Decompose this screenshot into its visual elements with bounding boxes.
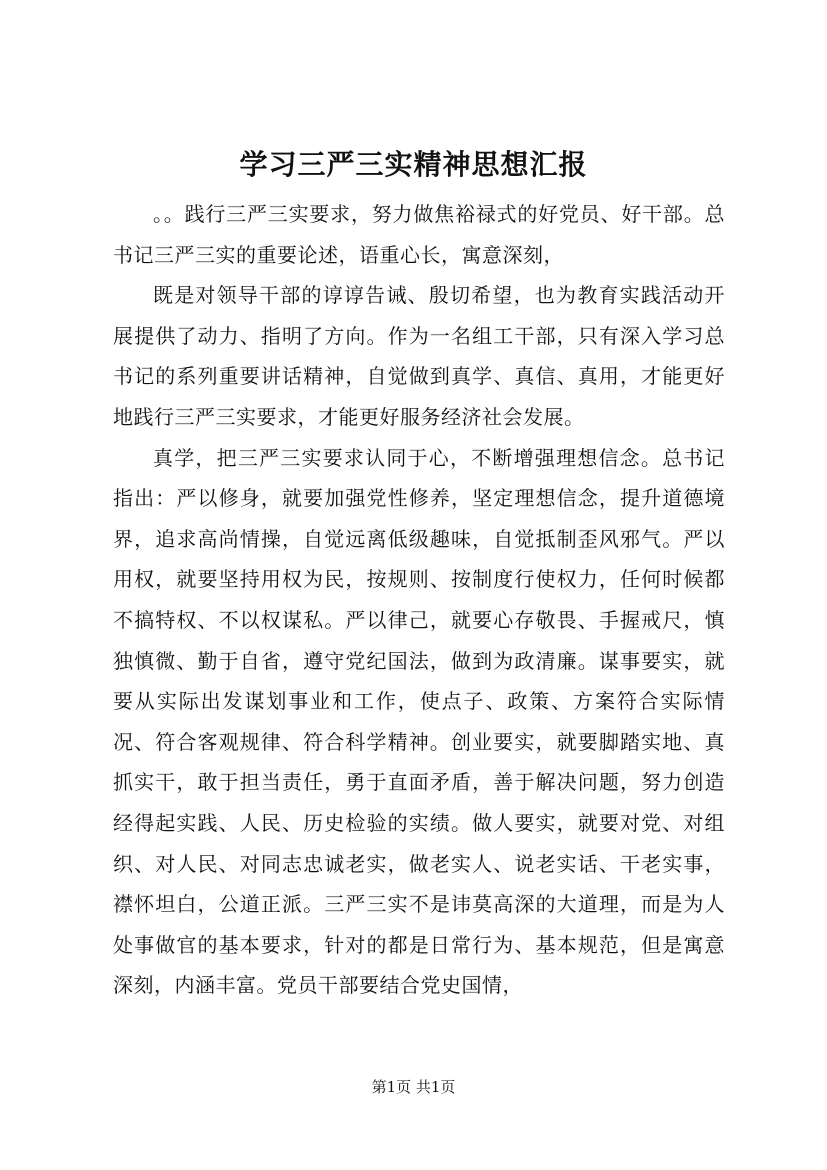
paragraph-1: 。。践行三严三实要求，努力做焦裕禄式的好党员、好干部。总书记三严三实的重要论述，语重心长，寓意深刻， — [113, 202, 725, 267]
paragraph-3: 真学，把三严三实要求认同于心，不断增强理想信念。总书记指出：严以修身，就要加强党性修养，坚定理想信念，提升道德境界，追求高尚情操，自觉远离低级趣味，自觉抵制歪风邪气。严以用权，就要坚持用权为民，按规则、按制度行使权力，任何时候都不搞特权、不以权谋私。严以律己，就要心存敬畏、手握戒尺，慎独慎微、勤于自省，遵守党纪国法，做到为政清廉。谋事要实，就要从实际出发谋划事业和工作，使点子、政策、方案符合实际情况、符合客观规律、符合科学精神。创业要实，就要脚踏实地、真抓实干，敢于担当责任，勇于直面矛盾，善于解决问题，努力创造经得起实践、人民、历史检验的实绩。做人要实，就要对党、对组织、对人民、对同志忠诚老实，做老实人、说老实话、干老实事，襟怀坦白，公道正派。三严三实不是讳莫高深的大道理，而是为人处事做官的基本要求，针对的都是日常行为、基本规范，但是寓意深刻，内涵丰富。党员干部要结合党史国情， — [113, 445, 725, 998]
document-body — [113, 194, 725, 1006]
paragraph-2: 既是对领导干部的谆谆告诫、殷切希望，也为教育实践活动开展提供了动力、指明了方向。作为一名组工干部，只有深入学习总书记的系列重要讲话精神，自觉做到真学、真信、真用，才能更好地践行三严三实要求，才能更好服务经济社会发展。 — [113, 283, 725, 429]
page-footer: 第1页 共1页 — [371, 1078, 456, 1096]
document-title: 学习三严三实精神思想汇报 — [239, 148, 588, 181]
